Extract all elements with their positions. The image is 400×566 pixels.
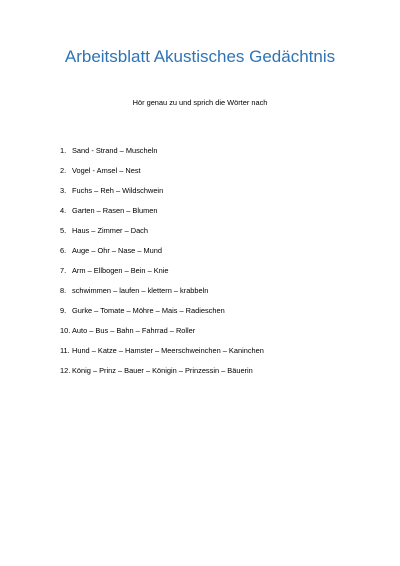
worksheet-title: Arbeitsblatt Akustisches Gedächtnis	[64, 47, 336, 66]
item-words: Haus – Zimmer – Dach	[72, 226, 148, 235]
item-number: 1.	[60, 146, 67, 155]
item-words: Garten – Rasen – Blumen	[72, 206, 158, 215]
item-words: Auge – Ohr – Nase – Mund	[72, 246, 162, 255]
item-number: 12.	[60, 366, 71, 375]
item-number: 10.	[60, 326, 71, 335]
item-words: Fuchs – Reh – Wildschwein	[72, 186, 164, 195]
item-number: 5.	[60, 226, 67, 235]
instruction-text: Hör genau zu und sprich die Wörter nach	[132, 98, 268, 107]
item-words: Vogel - Amsel – Nest	[72, 166, 141, 175]
item-words: Auto – Bus – Bahn – Fahrrad – Roller	[72, 326, 196, 335]
item-number: 8.	[60, 286, 67, 295]
item-number: 2.	[60, 166, 67, 175]
item-words: König – Prinz – Bauer – Königin – Prinzessin – Bäuerin	[72, 366, 253, 375]
item-number: 11.	[60, 346, 70, 355]
item-words: Gurke – Tomate – Möhre – Mais – Radieschen	[72, 306, 225, 315]
item-number: 4.	[60, 206, 67, 215]
item-words: Arm – Ellbogen – Bein – Knie	[72, 266, 169, 275]
item-number: 6.	[60, 246, 67, 255]
item-number: 3.	[60, 186, 67, 195]
item-number: 7.	[60, 266, 67, 275]
item-words: schwimmen – laufen – klettern – krabbeln	[72, 286, 209, 295]
item-words: Hund – Katze – Hamster – Meerschweinchen – Kaninchen	[72, 346, 264, 355]
item-words: Sand - Strand – Muscheln	[72, 146, 158, 155]
item-number: 9.	[60, 306, 67, 315]
